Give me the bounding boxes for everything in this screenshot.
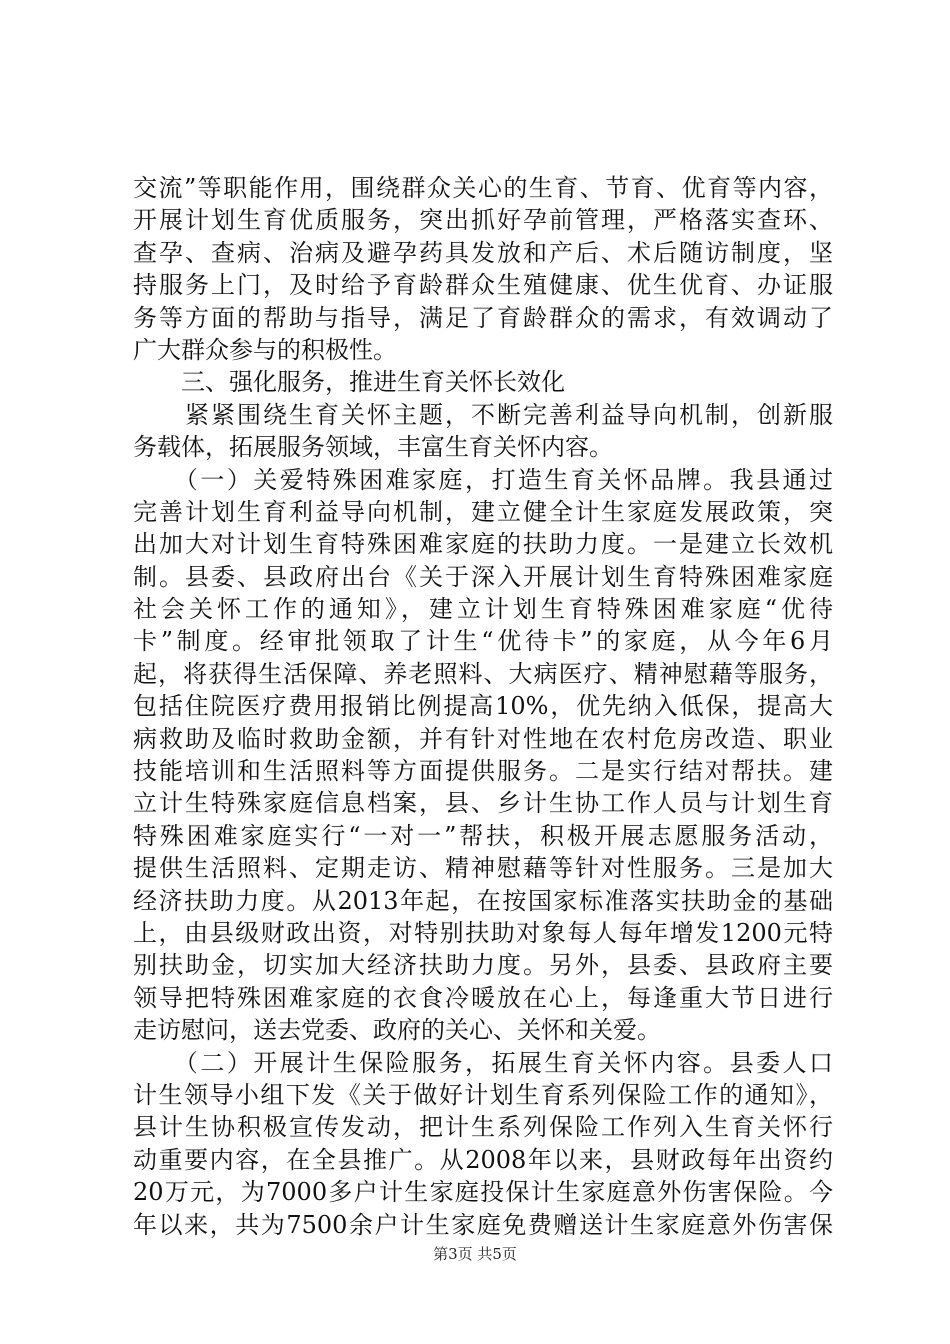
text-line: 开展计划生育优质服务，突出抓好孕前管理，严格落实查环、 — [133, 206, 833, 235]
text-line: 社会关怀工作的通知》，建立计划生育特殊困难家庭“优待 — [133, 595, 833, 624]
text-line: 计生领导小组下发《关于做好计划生育系列保险工作的通知》， — [133, 1080, 833, 1109]
text-line: 年以来，共为7500余户计生家庭免费赠送计生家庭意外伤害保 — [133, 1210, 833, 1239]
text-line: （一）关爱特殊困难家庭，打造生育关怀品牌。我县通过 — [133, 465, 833, 494]
text-line: 动重要内容，在全县推广。从2008年以来，县财政每年出资约 — [133, 1145, 833, 1174]
text-line: 立计生特殊家庭信息档案，县、乡计生协工作人员与计划生育 — [133, 789, 833, 818]
document-body — [133, 172, 833, 1241]
text-line: 包括住院医疗费用报销比例提高10%，优先纳入低保，提高大 — [133, 692, 833, 721]
text-line: 广大群众参与的积极性。 — [133, 335, 397, 364]
text-line: 卡”制度。经审批领取了计生“优待卡”的家庭，从今年6月 — [133, 627, 833, 656]
text-line: 上，由县级财政出资，对特别扶助对象每人每年增发1200元特 — [133, 918, 833, 947]
text-line: 制。县委、县政府出台《关于深入开展计划生育特殊困难家庭 — [133, 562, 833, 591]
text-line: 领导把特殊困难家庭的衣食冷暖放在心上，每逢重大节日进行 — [133, 983, 833, 1012]
text-line: 特殊困难家庭实行“一对一”帮扶，积极开展志愿服务活动， — [133, 821, 833, 850]
text-line: 经济扶助力度。从2013年起，在按国家标准落实扶助金的基础 — [133, 886, 833, 915]
text-line: 县计生协积极宣传发动，把计生系列保险工作列入生育关怀行 — [133, 1113, 833, 1142]
text-line: 起，将获得生活保障、养老照料、大病医疗、精神慰藉等服务， — [133, 659, 833, 688]
text-line: 技能培训和生活照料等方面提供服务。二是实行结对帮扶。建 — [133, 757, 833, 786]
text-line: 务载体，拓展服务领域，丰富生育关怀内容。 — [133, 433, 613, 462]
text-line: 持服务上门，及时给予育龄群众生殖健康、优生优育、办证服 — [133, 271, 833, 300]
text-line: 完善计划生育利益导向机制，建立健全计生家庭发展政策，突 — [133, 497, 833, 526]
text-line: 提供生活照料、定期走访、精神慰藉等针对性服务。三是加大 — [133, 854, 833, 883]
text-line: 别扶助金，切实加大经济扶助力度。另外，县委、县政府主要 — [133, 951, 833, 980]
page-footer: 第3页 共5页 — [433, 1245, 517, 1263]
text-line: 务等方面的帮助与指导，满足了育龄群众的需求，有效调动了 — [133, 303, 833, 332]
text-line: 病救助及临时救助金额，并有针对性地在农村危房改造、职业 — [133, 724, 833, 753]
section-heading: 三、强化服务，推进生育关怀长效化 — [133, 368, 565, 397]
text-line: 交流”等职能作用，围绕群众关心的生育、节育、优育等内容， — [133, 174, 833, 202]
text-line: 紧紧围绕生育关怀主题，不断完善利益导向机制，创新服 — [133, 400, 833, 429]
text-line: 20万元，为7000多户计生家庭投保计生家庭意外伤害保险。今 — [133, 1178, 833, 1207]
text-line: （二）开展计生保险服务，拓展生育关怀内容。县委人口 — [133, 1048, 833, 1077]
text-line: 查孕、查病、治病及避孕药具发放和产后、术后随访制度，坚 — [133, 238, 833, 267]
text-line: 出加大对计划生育特殊困难家庭的扶助力度。一是建立长效机 — [133, 530, 833, 559]
text-line: 走访慰问，送去党委、政府的关心、关怀和关爱。 — [133, 1016, 661, 1045]
